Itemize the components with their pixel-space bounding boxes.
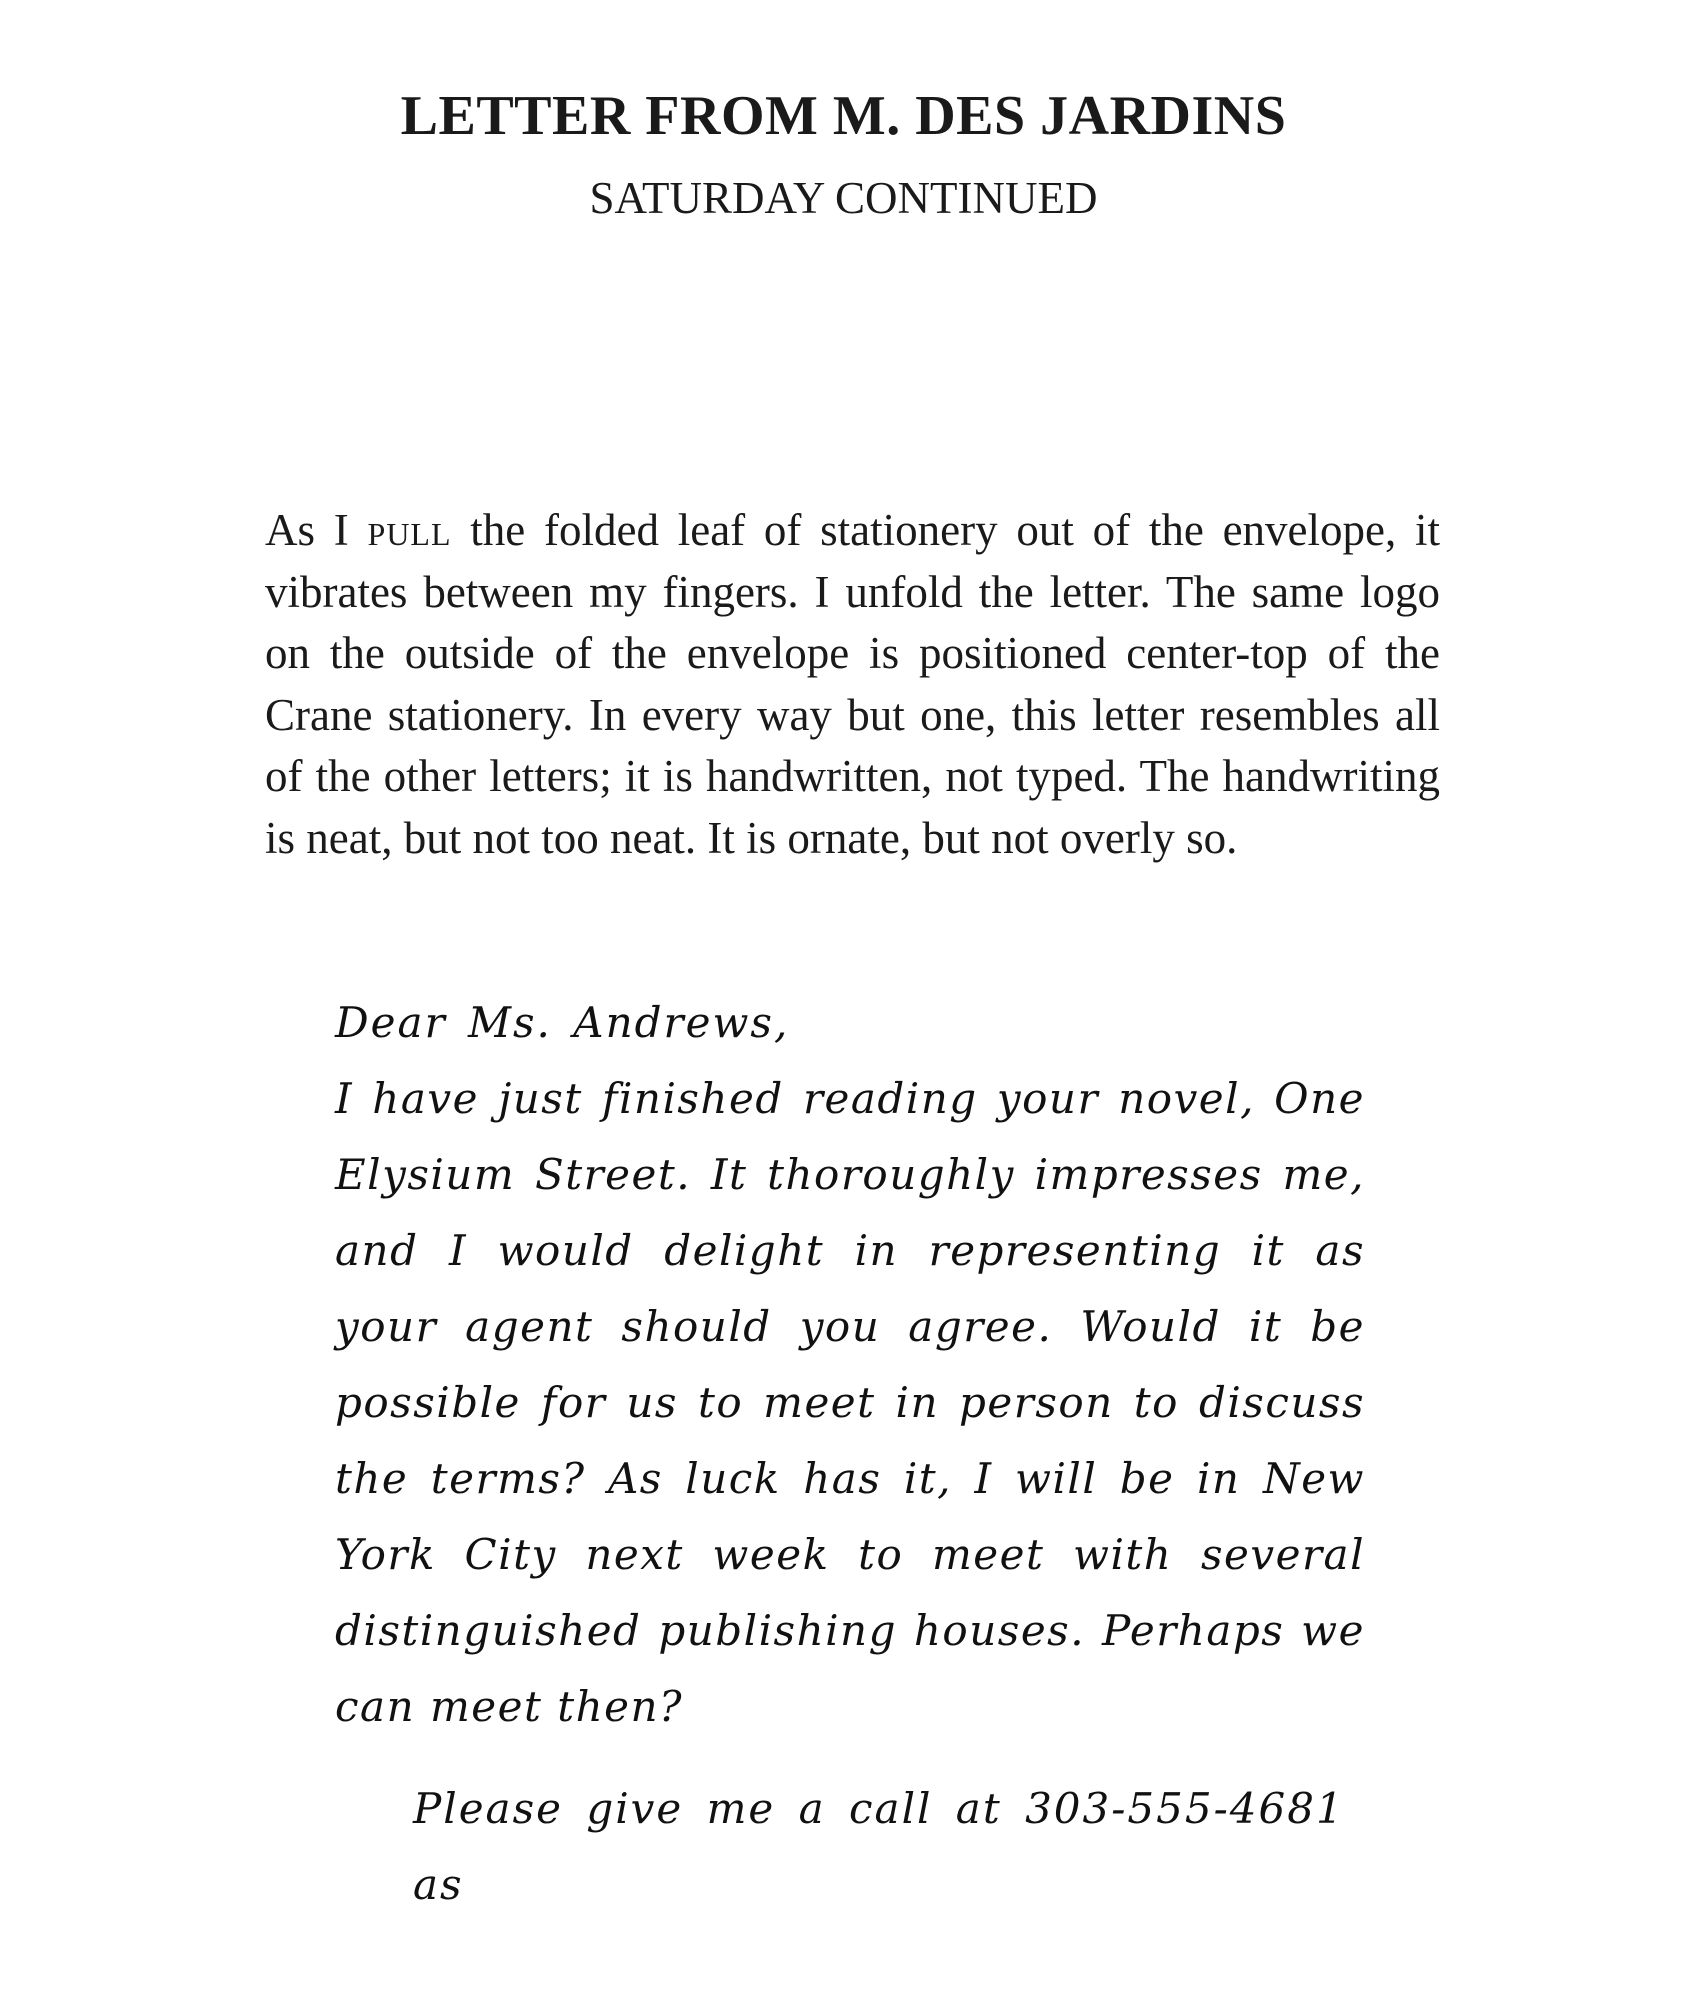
narrative-lead-smallcaps: pull <box>367 505 452 555</box>
chapter-subtitle: SATURDAY CONTINUED <box>589 173 1098 223</box>
letter-greeting: Dear Ms. Andrews, <box>335 998 790 1047</box>
handwritten-letter <box>335 985 1365 1923</box>
letter-closing: Please give me a call at 303-555-4681 as <box>413 1784 1345 1909</box>
letter-paragraph: I have just finished reading your novel, One Elysium Street. It thoroughly impresses me, and I would delight in representing it as your agent should you agree. Would it be possible for us to meet in person to discuss the terms? As luck has it, I will be in New York City next week to meet with several distinguished publishing houses. Perhaps we can meet then? <box>335 1074 1365 1731</box>
narrative-paragraph <box>265 500 1440 869</box>
narrative-lead: As I <box>265 505 368 555</box>
chapter-title: LETTER FROM M. DES JARDINS <box>400 85 1287 147</box>
narrative-text: the folded leaf of stationery out of the envelope, it vibrates between my fingers. I unfold the letter. The same logo on the outside of the envelope is positioned center-top of the Crane stationery. In every way but one, this letter resembles all of the other letters; it is handwritten, not typed. The handwriting is neat, but not too neat. It is ornate, but not overly so. <box>265 505 1441 863</box>
